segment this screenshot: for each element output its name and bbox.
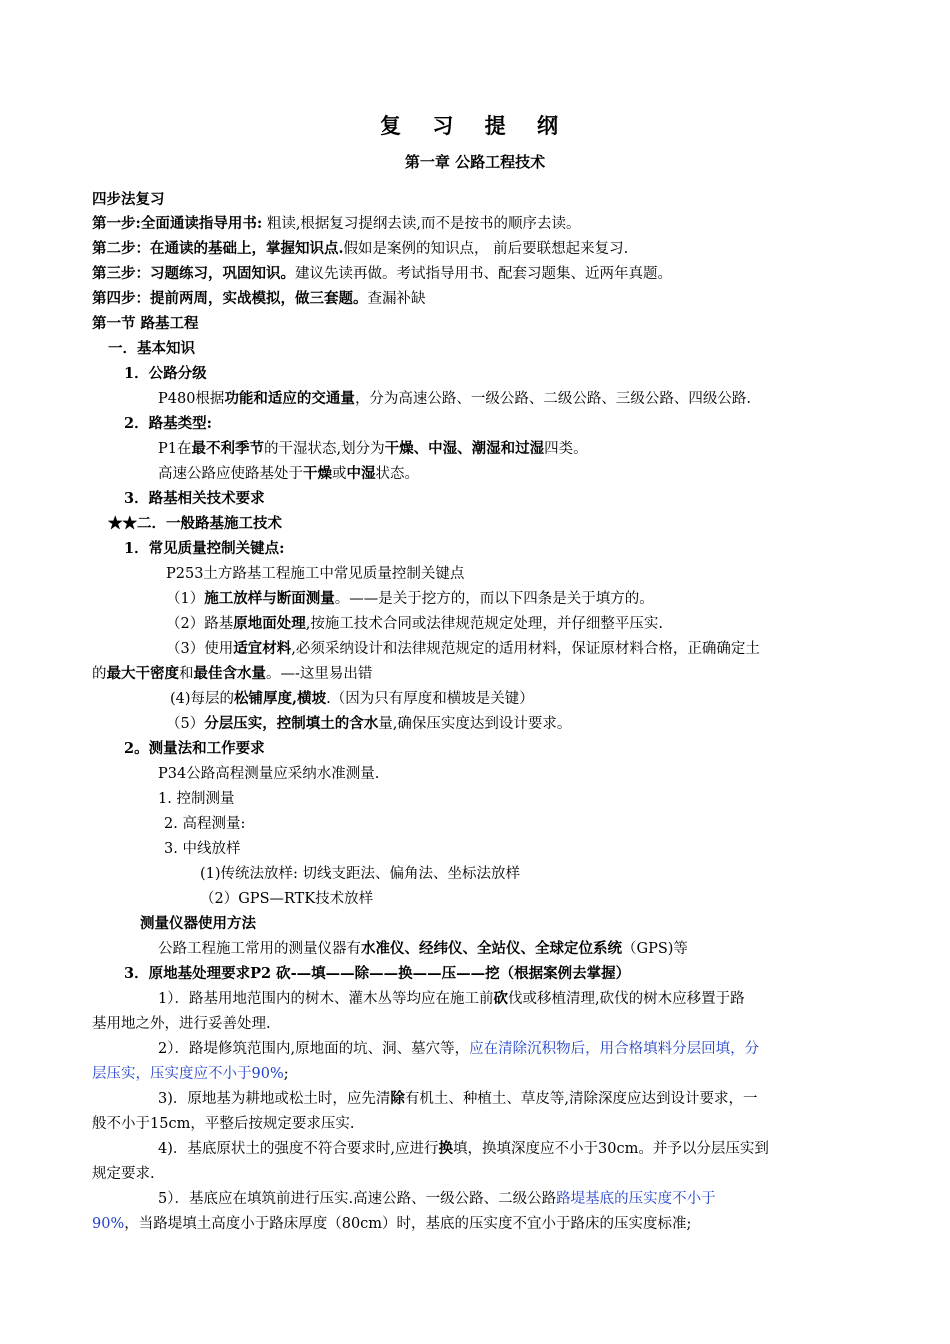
text-run: 公路工程施工常用的测量仪器有: [158, 941, 361, 957]
step-2-label: 第二步：在通读的基础上，掌握知识点.: [92, 240, 344, 257]
bold-run: 施工放样与断面测量: [204, 590, 335, 607]
highlight-run: 90%: [92, 1216, 125, 1232]
paragraph: [158, 989, 745, 1009]
list-item: [166, 614, 663, 634]
text-run: 伐或移植清理,砍伐的树木应移置于路: [507, 991, 745, 1007]
text-run: 的: [92, 666, 107, 682]
step-2: [92, 239, 628, 259]
item-heading: 1．公路分级: [124, 365, 207, 382]
list-item: 3. 中线放样: [164, 841, 241, 857]
text-run: 或: [332, 466, 347, 482]
paragraph-continued: 基用地之外，进行妥善处理.: [92, 1016, 271, 1032]
list-item: [166, 639, 760, 659]
text-run: （3）使用: [166, 641, 234, 657]
paragraph-continued: 般不小于15cm，平整后按规定要求压实.: [92, 1116, 355, 1132]
text-run: ;: [283, 1066, 289, 1082]
paragraph-continued: [92, 1064, 289, 1084]
highlight-run: 路堤基底的压实度不小于: [556, 1191, 716, 1207]
item-heading: 1．常见质量控制关键点:: [124, 540, 285, 557]
bold-run: 适宜材料: [233, 640, 292, 657]
bold-run: 松铺厚度,横坡: [234, 690, 327, 707]
list-item: (1)传统法放样: 切线支距法、偏角法、坐标法放样: [200, 866, 521, 882]
step-1: [92, 214, 581, 234]
text-run: ，分为高速公路、一级公路、二级公路、三级公路、四级公路.: [354, 391, 752, 407]
paragraph: [158, 389, 751, 409]
subsection-heading: 一．基本知识: [108, 340, 195, 357]
highlight-run: 应在清除沉积物后，用合格填料分层回填，分: [469, 1041, 760, 1057]
step-3: [92, 264, 672, 284]
bold-run: 换: [438, 1140, 453, 1157]
page-title: 复 习 提 纲: [380, 113, 570, 138]
text-run: P1在: [158, 441, 192, 457]
chapter-title: 第一章 公路工程技术: [404, 153, 546, 171]
bold-run: 最大干密度: [106, 665, 179, 682]
text-run: （5）: [166, 716, 205, 732]
bold-run: 最不利季节: [191, 440, 264, 457]
text-run: 2）．路堤修筑范围内,原地面的坑、洞、墓穴等，: [158, 1041, 470, 1057]
list-item: （2）GPS—RTK技术放样: [200, 891, 374, 907]
steps-heading: 四步法复习: [92, 191, 165, 208]
text-run: （GPS)等: [622, 941, 688, 957]
text-run: 1）．路基用地范围内的树木、灌木丛等均应在施工前: [158, 991, 494, 1007]
paragraph: [158, 1039, 759, 1059]
list-item: [166, 714, 571, 734]
bold-run: 砍: [493, 990, 508, 1007]
text-run: 量,确保压实度达到设计要求。: [378, 716, 572, 732]
text-run: ,按施工技术合同或法律规范规定处理，并仔细整平压实.: [305, 616, 663, 632]
list-item: [166, 589, 654, 609]
paragraph: [158, 1089, 758, 1109]
bold-run: 干燥、中湿、潮湿和过湿: [384, 440, 545, 457]
text-run: 。—-这里易出错: [266, 666, 373, 682]
text-run: 和: [179, 666, 194, 682]
text-run: 3)．原地基为耕地或松土时，应先清: [158, 1091, 391, 1107]
item-heading: 2．路基类型:: [124, 415, 212, 432]
highlight-run: 层压实，压实度应不小于90%: [92, 1066, 284, 1082]
paragraph-continued: 规定要求.: [92, 1166, 155, 1182]
text-run: .（因为只有厚度和横坡是关键）: [326, 691, 534, 707]
text-run: 。——是关于挖方的，而以下四条是关于填方的。: [334, 591, 654, 607]
list-item: 2. 高程测量:: [164, 816, 246, 832]
step-3-label: 第三步：习题练习，巩固知识。: [92, 265, 295, 282]
text-run: 4)．基底原状土的强度不符合要求时,应进行: [158, 1141, 439, 1157]
list-item: 1. 控制测量: [158, 791, 235, 807]
subsection-heading: ★★二．一般路基施工技术: [108, 515, 282, 532]
bold-run: 干燥: [303, 465, 332, 482]
text-run: 高速公路应使路基处于: [158, 466, 303, 482]
item-heading: 3．路基相关技术要求: [124, 490, 265, 507]
section-heading: 第一节 路基工程: [92, 315, 199, 332]
bold-run: 功能和适应的交通量: [224, 390, 355, 407]
bold-run: 除: [390, 1090, 405, 1107]
text-run: 填，换填深度应不小于30cm。并予以分层压实到: [453, 1141, 769, 1157]
bold-run: 中湿: [346, 465, 376, 482]
paragraph-continued: [92, 1214, 691, 1234]
text-run: 状态。: [375, 466, 419, 482]
step-3-text: 建议先读再做。考试指导用书、配套习题集、近两年真题。: [295, 266, 672, 282]
paragraph: P34公路高程测量应采纳水准测量.: [158, 766, 380, 782]
text-run: (4)每层的: [170, 691, 235, 707]
bold-run: 分层压实，控制填土的含水: [204, 715, 379, 732]
text-run: 的干湿状态,划分为: [263, 441, 385, 457]
paragraph: [158, 939, 688, 959]
list-item: [170, 689, 534, 709]
item-heading: 2。测量法和工作要求: [124, 740, 265, 757]
paragraph: P253土方路基工程施工中常见质量控制关键点: [166, 566, 465, 582]
text-run: 5）．基底应在填筑前进行压实.高速公路、一级公路、二级公路: [158, 1191, 557, 1207]
step-1-text: 粗读,根据复习提纲去读,而不是按书的顺序去读。: [262, 216, 581, 232]
text-run: P480根据: [158, 391, 225, 407]
text-run: 四类。: [544, 441, 588, 457]
text-run: ,必须采纳设计和法律规范规定的适用材料，保证原材料合格，正确确定土: [291, 641, 760, 657]
bold-run: 最佳含水量: [193, 665, 266, 682]
bold-run: 水准仪、经纬仪、全站仪、全球定位系统: [361, 940, 622, 957]
paragraph: [158, 439, 588, 459]
bold-run: 原地面处理: [233, 615, 306, 632]
step-2-text: 假如是案例的知识点， 前后要联想起来复习.: [343, 241, 629, 257]
step-4-label: 第四步：提前两周，实战模拟，做三套题。: [92, 290, 368, 307]
text-run: ，当路堤填土高度小于路床厚度（80cm）时，基底的压实度不宜小于路床的压实度标准;: [124, 1216, 692, 1232]
step-4: [92, 289, 426, 309]
step-1-label: 第一步:全面通读指导用书:: [92, 215, 263, 232]
text-run: 有机土、种植土、草皮等,清除深度应达到设计要求，一: [404, 1091, 758, 1107]
item-heading: 测量仪器使用方法: [140, 915, 256, 932]
list-item-continued: [92, 664, 372, 684]
paragraph: [158, 464, 419, 484]
item-heading: 3．原地基处理要求P2 砍-—填——除——换——压——挖（根据案例去掌握）: [124, 965, 631, 982]
paragraph: [158, 1189, 716, 1209]
text-run: （1）: [166, 591, 205, 607]
paragraph: [158, 1139, 769, 1159]
step-4-text: 查漏补缺: [367, 291, 426, 307]
text-run: （2）路基: [166, 616, 234, 632]
